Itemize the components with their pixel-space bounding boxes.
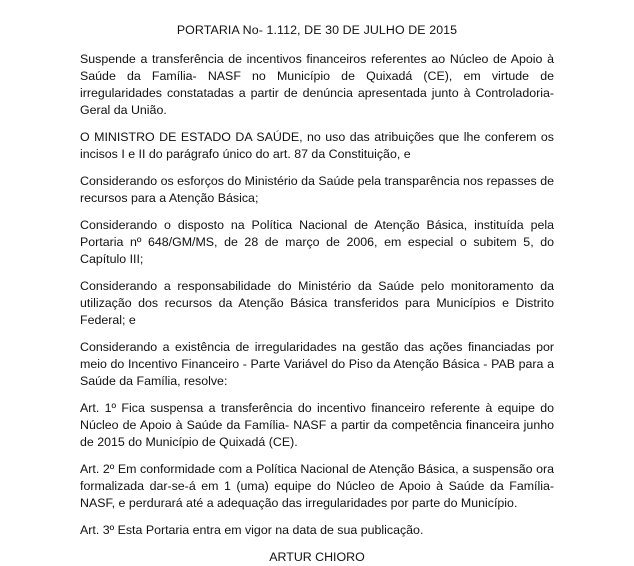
document-title: PORTARIA No- 1.112, DE 30 DE JULHO DE 2015 — [176, 23, 458, 37]
article-1-paragraph: Art. 1º Fica suspensa a transferência do incentivo financeiro referente à equipe do Núcleo de Apoio à Saúde da Família- NASF a partir da competência financeira junho de 2015 do Município de Quixadá (CE). — [80, 401, 554, 449]
considering-paragraph-2: Considerando o disposto na Política Nacional de Atenção Básica, instituída pela Portaria nº 648/GM/MS, de 28 de março de 2006, em especial o subitem 5, do Capítulo III; — [80, 218, 554, 266]
article-3-paragraph: Art. 3º Esta Portaria entra em vigor na data de sua publicação. — [80, 523, 424, 537]
preamble-paragraph: O MINISTRO DE ESTADO DA SAÚDE, no uso das atribuições que lhe conferem os incisos I e II do parágrafo único do art. 87 da Constituição, e — [80, 130, 554, 161]
ementa-paragraph: Suspende a transferência de incentivos financeiros referentes ao Núcleo de Apoio à Saúde da Família- NASF no Município de Quixadá (CE), em virtude de irregularidades constatadas a partir de denúncia apresentada junto à Controladoria-Geral da União. — [80, 52, 554, 117]
signature: ARTUR CHIORO — [269, 550, 365, 564]
considering-paragraph-4: Considerando a existência de irregularidades na gestão das ações financiadas por meio do Incentivo Financeiro - Parte Variável do Piso da Atenção Básica - PAB para a Saúde da Família, resolve: — [80, 340, 554, 388]
considering-paragraph-1: Considerando os esforços do Ministério da Saúde pela transparência nos repasses de recursos para a Atenção Básica; — [80, 174, 554, 205]
article-2-paragraph: Art. 2º Em conformidade com a Política Nacional de Atenção Básica, a suspensão ora formalizada dar-se-á em 1 (uma) equipe do Núcleo de Apoio à Saúde da Família- NASF, e perdurará até a adequação das irregularidades por parte do Município. — [80, 462, 554, 510]
considering-paragraph-3: Considerando a responsabilidade do Ministério da Saúde pelo monitoramento da utilização dos recursos da Atenção Básica transferidos para Municípios e Distrito Federal; e — [80, 279, 554, 327]
